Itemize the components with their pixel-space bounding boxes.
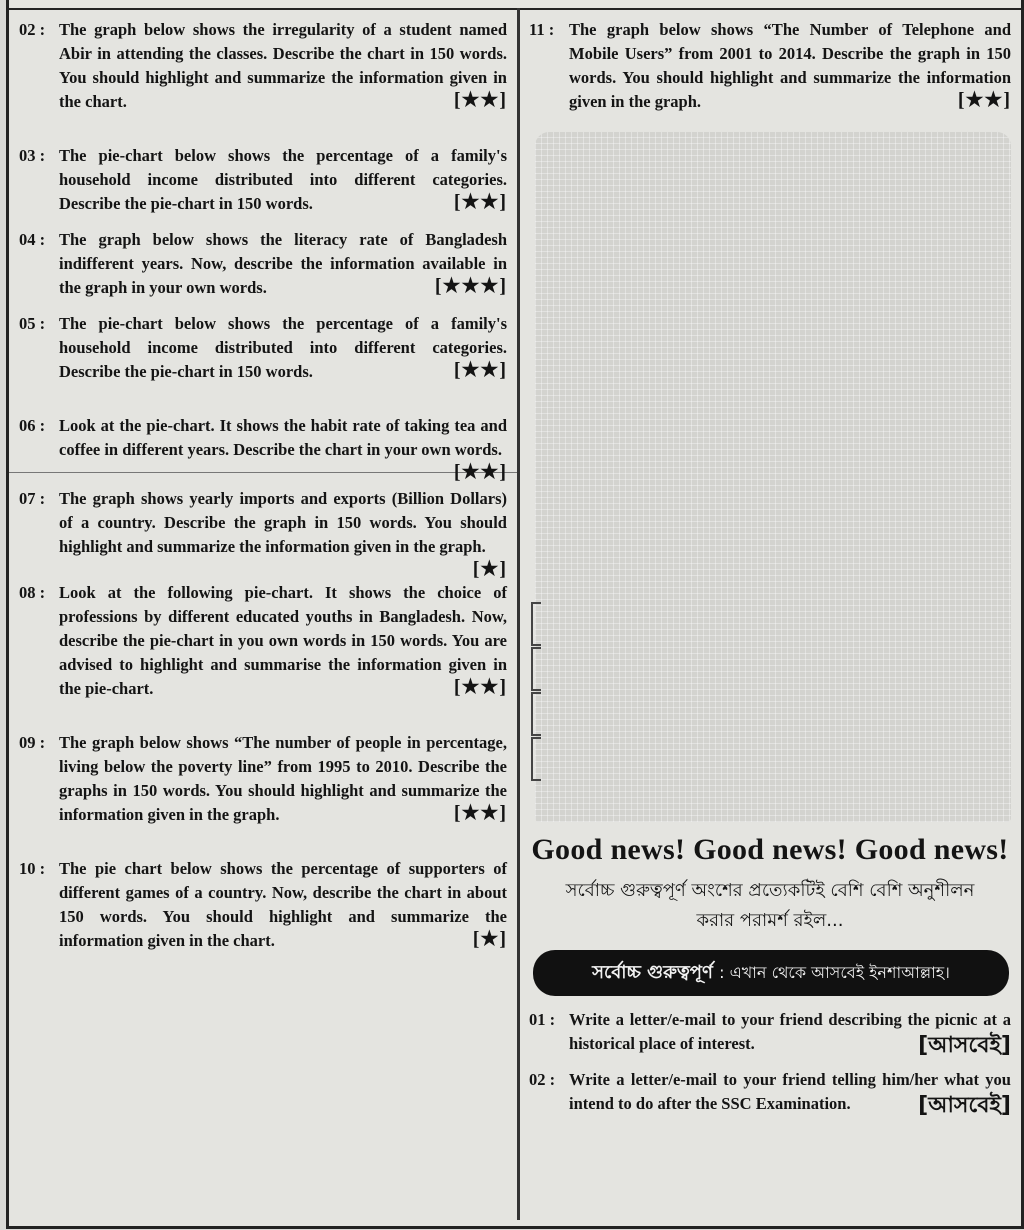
question-text: Write a letter/e-mail to your friend telling him/her what you intend to do after the SSC Examination. <box>569 1070 1011 1113</box>
question-06 <box>19 414 507 483</box>
question-text: The pie chart below shows the percentage of supporters of different games of a country. Now, describe the chart in about 150 words. You should highlight and summarize the information given in the chart. <box>59 859 507 950</box>
expected-tag: [আসবেই] <box>918 1093 1011 1118</box>
question-number: 09 : <box>19 733 46 752</box>
question-text: The pie-chart below shows the percentage of a family's household income distributed into different categories. Describe the pie-chart in 150 words. <box>59 146 507 213</box>
question-text: The graph below shows the irregularity of a student named Abir in attending the classes. Describe the chart in 150 words. You should highlight and summarize the information given in the chart. <box>59 20 507 111</box>
column-divider <box>517 8 520 1220</box>
question-number: 03 : <box>19 146 46 165</box>
question-text: The graph shows yearly imports and exports (Billion Dollars) of a country. Describe the graph in 150 words. You should highlight and summarize the information given in the graph. <box>59 489 507 556</box>
question-04 <box>19 228 507 300</box>
question-text: The pie-chart below shows the percentage of a family's household income distributed into different categories. Describe the pie-chart in 150 words. <box>59 314 507 381</box>
question-text: Look at the following pie-chart. It shows the choice of professions by different educated youths in Bangladesh. Now, describe the pie-chart in you own words in 150 words. You are advised to highlight and summarise the information given in the pie-chart. <box>59 583 507 698</box>
question-08 <box>19 581 507 701</box>
difficulty-stars: [★★★] <box>434 275 507 297</box>
question-05 <box>19 312 507 384</box>
question-02 <box>19 18 507 114</box>
bracket-mark <box>531 602 541 646</box>
letter-question-02 <box>529 1068 1011 1116</box>
bracket-mark <box>531 737 541 781</box>
question-09 <box>19 731 507 827</box>
difficulty-stars: [★★] <box>453 191 507 213</box>
letter-question-01 <box>529 1008 1011 1056</box>
question-number: 02 : <box>19 20 46 39</box>
question-10 <box>19 857 507 953</box>
question-number: 01 : <box>529 1010 556 1029</box>
question-number: 04 : <box>19 230 46 249</box>
question-number: 11 : <box>529 20 555 39</box>
section-rule <box>9 472 517 473</box>
question-text: The graph below shows “The Number of Telephone and Mobile Users” from 2001 to 2014. Describe the graph in 150 words. You should highlight and summarize the information given in the graph. <box>569 20 1011 111</box>
difficulty-stars: [★★] <box>453 802 507 824</box>
difficulty-stars: [★] <box>472 928 507 950</box>
difficulty-stars: [★★] <box>957 89 1011 111</box>
difficulty-stars: [★★] <box>453 461 507 483</box>
question-11 <box>529 18 1011 114</box>
question-number: 02 : <box>529 1070 556 1089</box>
question-number: 05 : <box>19 314 46 333</box>
difficulty-stars: [★★] <box>453 89 507 111</box>
difficulty-stars: [★★] <box>453 676 507 698</box>
banner-main-text: সর্বোচ্চ গুরুত্বপূর্ণ <box>592 962 713 983</box>
bangla-advice-note: সর্বোচ্চ গুরুত্বপূর্ণ অংশের প্রত্যেকটিই বেশি বেশি অনুশীলন করার পরামর্শ রইল... <box>565 880 975 931</box>
graph-placeholder-area <box>535 132 1011 822</box>
bracket-mark <box>531 692 541 736</box>
bracket-mark <box>531 647 541 691</box>
right-column <box>529 18 1011 1118</box>
top-rule <box>9 0 1021 10</box>
expected-tag: [আসবেই] <box>918 1033 1011 1058</box>
important-banner <box>533 950 1009 996</box>
exam-page <box>6 0 1024 1229</box>
question-text: Look at the pie-chart. It shows the habit rate of taking tea and coffee in different years. Describe the chart in your own words. <box>59 416 507 459</box>
difficulty-stars: [★★] <box>453 359 507 381</box>
question-text: The graph below shows the literacy rate of Bangladesh indifferent years. Now, describe the information available in the graph in your own words. <box>59 230 507 297</box>
banner-sub-text: : এখান থেকে আসবেই ইনশাআল্লাহ। <box>719 963 950 982</box>
question-07 <box>19 487 507 580</box>
good-news-heading: Good news! Good news! Good news! <box>531 833 1009 866</box>
question-text: Write a letter/e-mail to your friend describing the picnic at a historical place of interest. <box>569 1010 1011 1053</box>
question-number: 07 : <box>19 489 46 508</box>
question-number: 06 : <box>19 416 46 435</box>
left-column <box>19 18 507 953</box>
question-text: The graph below shows “The number of people in percentage, living below the poverty line” from 1995 to 2010. Describe the graphs in 150 words. You should highlight and summarize the information given in the graph. <box>59 733 507 824</box>
question-03 <box>19 144 507 216</box>
question-number: 10 : <box>19 859 46 878</box>
difficulty-stars: [★] <box>472 558 507 580</box>
question-number: 08 : <box>19 583 46 602</box>
